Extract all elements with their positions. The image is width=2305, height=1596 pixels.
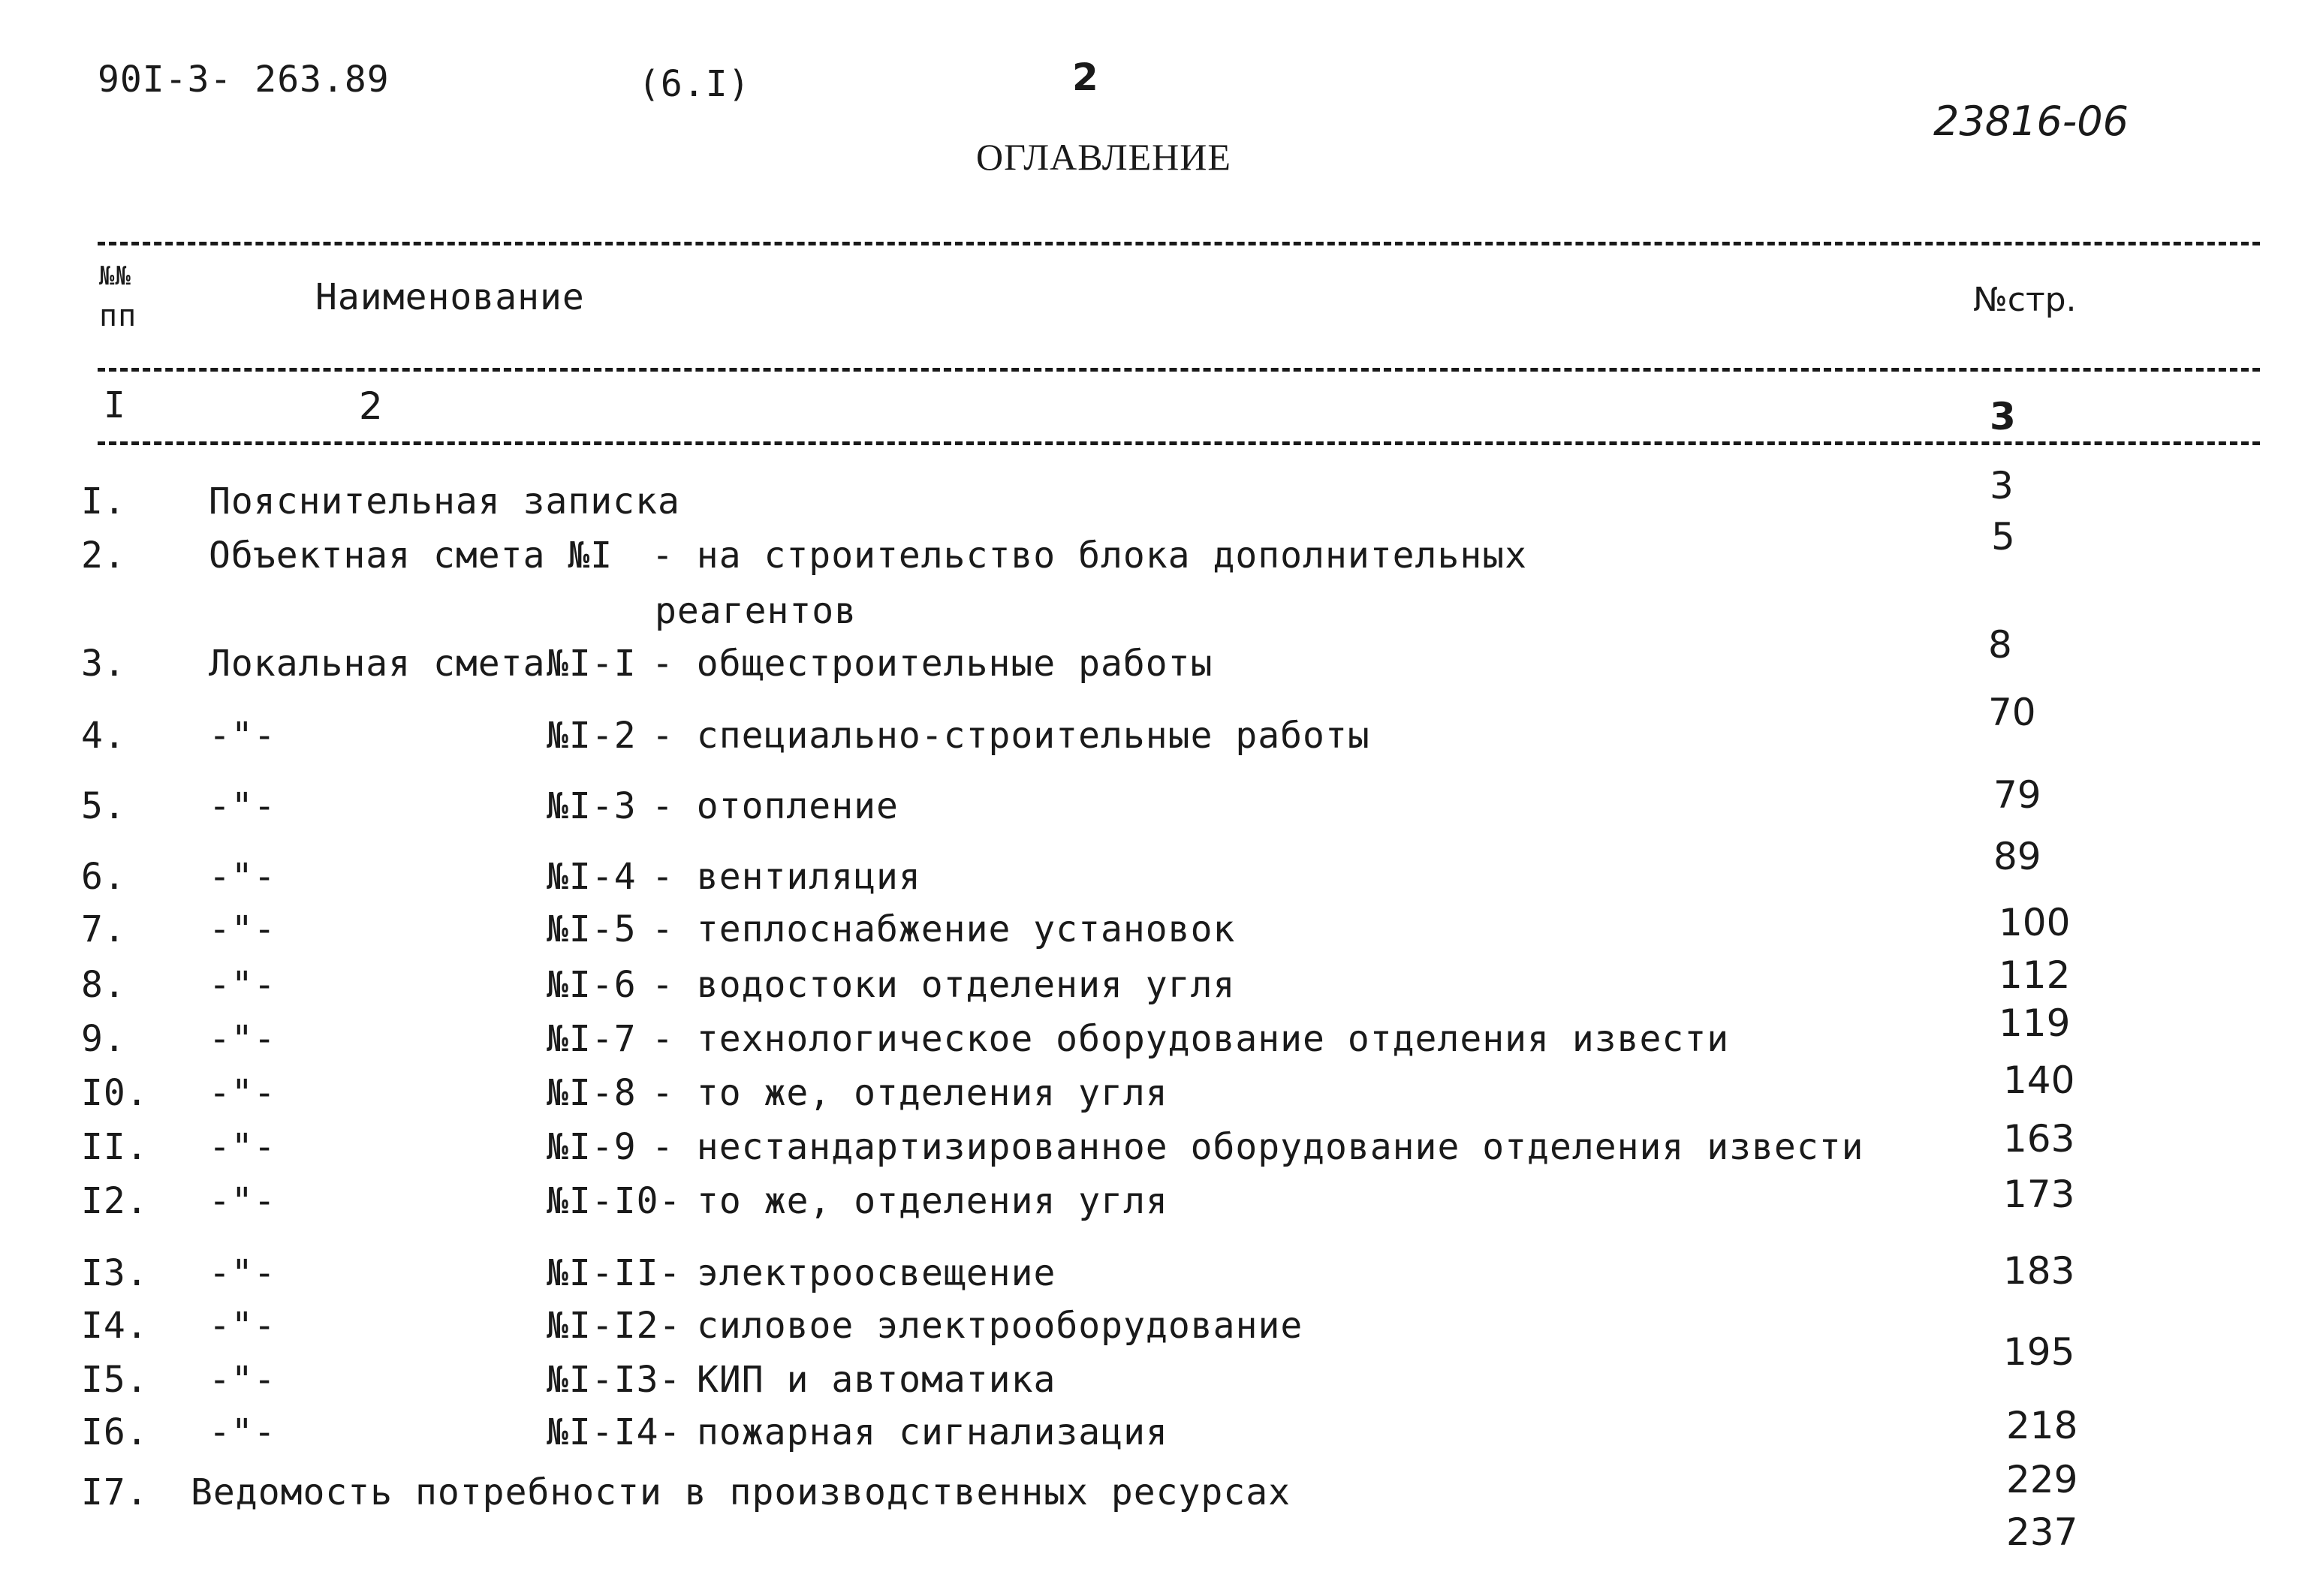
row-number: 9. — [81, 1018, 126, 1060]
row-number: 2. — [81, 535, 126, 577]
row-title: -"- — [209, 1305, 276, 1347]
row-code: №I-7 — [547, 1018, 637, 1060]
row-title: -"- — [209, 1072, 276, 1114]
row-description: - теплоснабжение установок — [652, 908, 1236, 950]
row-description: - вентиляция — [652, 856, 921, 898]
row-code: №I-2 — [547, 715, 637, 757]
section-number: (6.I) — [638, 63, 751, 105]
row-code: №I-II- — [547, 1252, 682, 1294]
row-description: - нестандартизированное оборудование отделения извести — [652, 1126, 1864, 1168]
row-page: 173 — [2003, 1173, 2075, 1216]
row-title: -"- — [209, 1252, 276, 1294]
row-title: -"- — [209, 1411, 276, 1453]
row-description: силовое электрооборудование — [697, 1305, 1303, 1347]
row-code: №I-3 — [547, 785, 637, 827]
row-description: - водостоки отделения угля — [652, 964, 1236, 1006]
row-code: №I-5 — [547, 908, 637, 950]
row-page: 140 — [2003, 1058, 2075, 1102]
row-page: 70 — [1988, 691, 2036, 734]
row-page: 5 — [1991, 515, 2015, 559]
row-code: №I-8 — [547, 1072, 637, 1114]
row-number: I5. — [81, 1359, 149, 1401]
row-page: 89 — [1993, 835, 2041, 878]
row-number: 4. — [81, 715, 126, 757]
row-title: -"- — [209, 715, 276, 757]
header-divider-top — [98, 242, 2260, 245]
row-title: -"- — [209, 908, 276, 950]
row-title: -"- — [209, 1180, 276, 1222]
row-page: 3 — [1990, 464, 2014, 507]
row-description: электроосвещение — [697, 1252, 1056, 1294]
header-divider-middle — [98, 368, 2260, 372]
row-description: пожарная сигнализация — [697, 1411, 1168, 1453]
col-index-3: 3 — [1990, 395, 2016, 438]
header-divider-bottom — [98, 441, 2260, 445]
row-page: 229 — [2006, 1458, 2078, 1501]
row-page: 163 — [2003, 1117, 2075, 1161]
row-description: - специально-строительные работы — [652, 715, 1370, 757]
row-number: 8. — [81, 964, 126, 1006]
row-description: - то же, отделения угля — [652, 1072, 1168, 1114]
row-description: КИП и автоматика — [697, 1359, 1056, 1401]
row-page: 195 — [2003, 1330, 2075, 1374]
col-number-header-line2: пп — [99, 299, 137, 333]
col-page-header: №стр. — [1973, 281, 2077, 319]
row-title: -"- — [209, 785, 276, 827]
row-page: 218 — [2006, 1404, 2078, 1447]
row-number: I3. — [81, 1252, 149, 1294]
row-code: №I-I4- — [547, 1411, 682, 1453]
row-number: I6. — [81, 1411, 149, 1453]
page-title: ОГЛАВЛЕНИЕ — [976, 136, 1231, 178]
row-number: I2. — [81, 1180, 149, 1222]
row-page: 112 — [1999, 953, 2071, 997]
handwritten-doc-number: 23816-06 — [1933, 98, 2129, 145]
row-number: 5. — [81, 785, 126, 827]
col-index-1: I — [104, 384, 126, 426]
col-name-header: Наименование — [315, 276, 585, 318]
page-number: 2 — [1072, 56, 1098, 99]
row-number: I7. — [81, 1471, 149, 1513]
row-page: 8 — [1988, 623, 2012, 667]
row-title: -"- — [209, 1126, 276, 1168]
row-code: №I-I3- — [547, 1359, 682, 1401]
col-index-2: 2 — [359, 384, 383, 428]
row-page: 100 — [1999, 901, 2071, 944]
row-description: то же, отделения угля — [697, 1180, 1168, 1222]
row-description: - на строительство блока дополнительных — [652, 535, 1528, 577]
row-page: 183 — [2003, 1249, 2075, 1293]
row-code: №I-9 — [547, 1126, 637, 1168]
row-title: -"- — [209, 964, 276, 1006]
row-code: №I-4 — [547, 856, 637, 898]
row-title: Пояснительная записка — [209, 480, 680, 522]
row-title: -"- — [209, 1018, 276, 1060]
row-number: 6. — [81, 856, 126, 898]
row-title: -"- — [209, 1359, 276, 1401]
row-number: I4. — [81, 1305, 149, 1347]
row-title: Ведомость потребности в производственных ресурсах — [191, 1471, 1291, 1513]
row-code: №I-I0- — [547, 1180, 682, 1222]
row-code: №I-I — [547, 643, 637, 685]
row-code: №I-6 — [547, 964, 637, 1006]
row-code: №I-I2- — [547, 1305, 682, 1347]
row-description: - отопление — [652, 785, 899, 827]
row-number: I0. — [81, 1072, 149, 1114]
row-page: 119 — [1999, 1001, 2071, 1045]
row-description: - технологическое оборудование отделения извести — [652, 1018, 1730, 1060]
row-number: II. — [81, 1126, 149, 1168]
document-code: 90I-3- 263.89 — [98, 59, 390, 101]
col-number-header-line1: №№ — [99, 261, 131, 291]
row-description: реагентов — [655, 590, 857, 632]
row-number: I. — [81, 480, 126, 522]
row-number: 7. — [81, 908, 126, 950]
row-title: -"- — [209, 856, 276, 898]
final-page-number: 237 — [2006, 1510, 2078, 1554]
row-description: - общестроительные работы — [652, 643, 1213, 685]
row-number: 3. — [81, 643, 126, 685]
row-title: Объектная смета №I — [209, 535, 613, 577]
row-title: Локальная смета — [209, 643, 546, 685]
row-page: 79 — [1993, 773, 2041, 817]
